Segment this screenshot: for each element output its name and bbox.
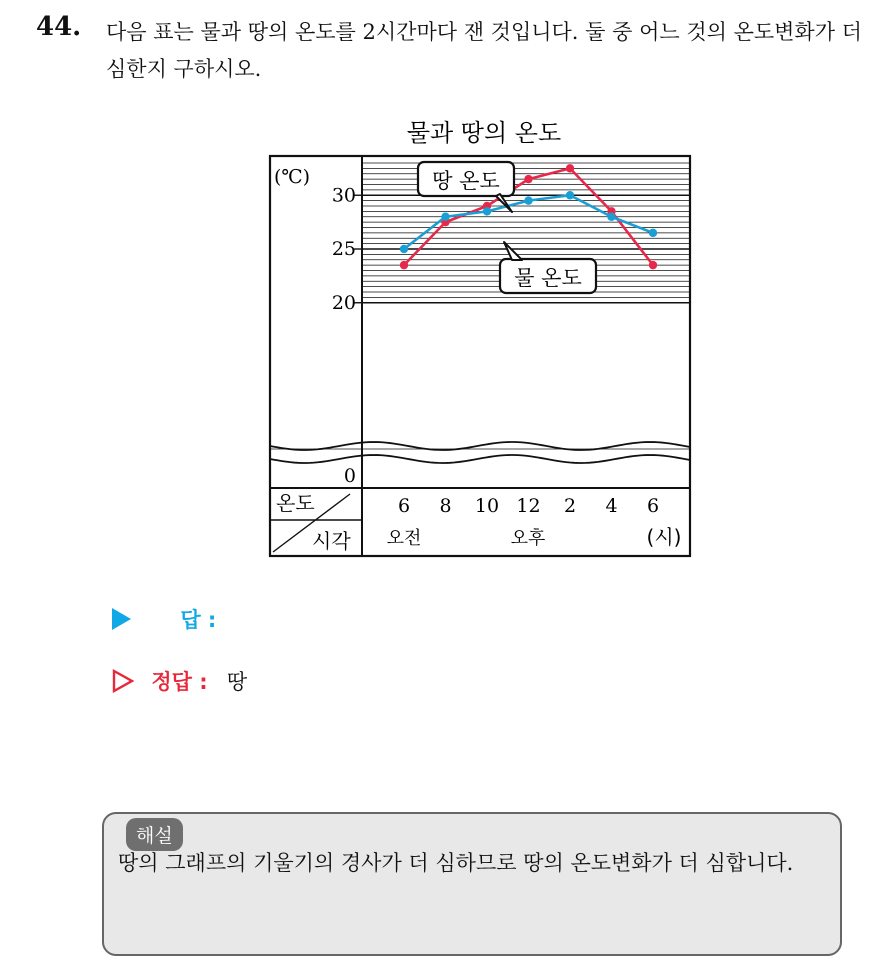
correct-answer-value: 땅 (226, 670, 248, 694)
correct-answer-label: 정답 : (151, 670, 208, 694)
x-sub-label: (시) (646, 525, 682, 549)
x-tick-label: 12 (516, 495, 541, 517)
callout-text: 땅 온도 (432, 169, 500, 193)
x-sub-label: 오후 (510, 528, 546, 549)
data-point (441, 213, 449, 221)
y-unit-label: (℃) (274, 166, 311, 188)
y-tick-label: 0 (343, 465, 356, 487)
data-point (566, 164, 574, 172)
data-point (400, 245, 408, 253)
x-tick-label: 10 (474, 495, 500, 517)
x-tick-label: 8 (439, 495, 452, 517)
x-sub-label: 오전 (386, 528, 422, 549)
x-tick-label: 6 (397, 495, 411, 517)
data-point (400, 261, 408, 269)
data-point (524, 196, 532, 204)
answer-row (112, 604, 216, 634)
y-tick-label: 25 (331, 238, 356, 260)
y-tick-label: 30 (331, 184, 356, 207)
answer-label: 답 : (180, 608, 217, 632)
data-point (649, 229, 657, 237)
explanation-tag: 해설 (126, 818, 183, 851)
data-point (649, 261, 657, 269)
x-tick-label: 2 (563, 495, 577, 517)
y-tick-label: 20 (331, 291, 356, 314)
data-point (566, 191, 574, 199)
explanation-text: 땅의 그래프의 기울기의 경사가 더 심하므로 땅의 온도변화가 더 심합니다. (118, 851, 794, 875)
question-number: 44. (36, 12, 82, 42)
callout-tail (504, 242, 522, 260)
question-text: 다음 표는 물과 땅의 온도를 2시간마다 잰 것입니다. 둘 중 어느 것의 온도변화가 더 심한지 구하시오. (106, 20, 862, 81)
data-point (524, 175, 532, 183)
x-tick-label: 4 (605, 495, 618, 517)
play-triangle-icon (112, 608, 131, 630)
land-callout (418, 162, 514, 212)
chart-title: 물과 땅의 온도 (406, 119, 562, 147)
callout-text: 물 온도 (514, 266, 582, 290)
temperature-chart (260, 110, 700, 560)
correct-answer-row (112, 666, 247, 696)
x-tick-label: 6 (646, 495, 660, 517)
explanation-box (102, 812, 842, 956)
corner-bottom-label: 시각 (312, 529, 351, 553)
data-point (607, 213, 615, 221)
corner-top-label: 온도 (276, 491, 315, 515)
outline-triangle-icon (112, 669, 134, 693)
data-point (483, 207, 491, 215)
